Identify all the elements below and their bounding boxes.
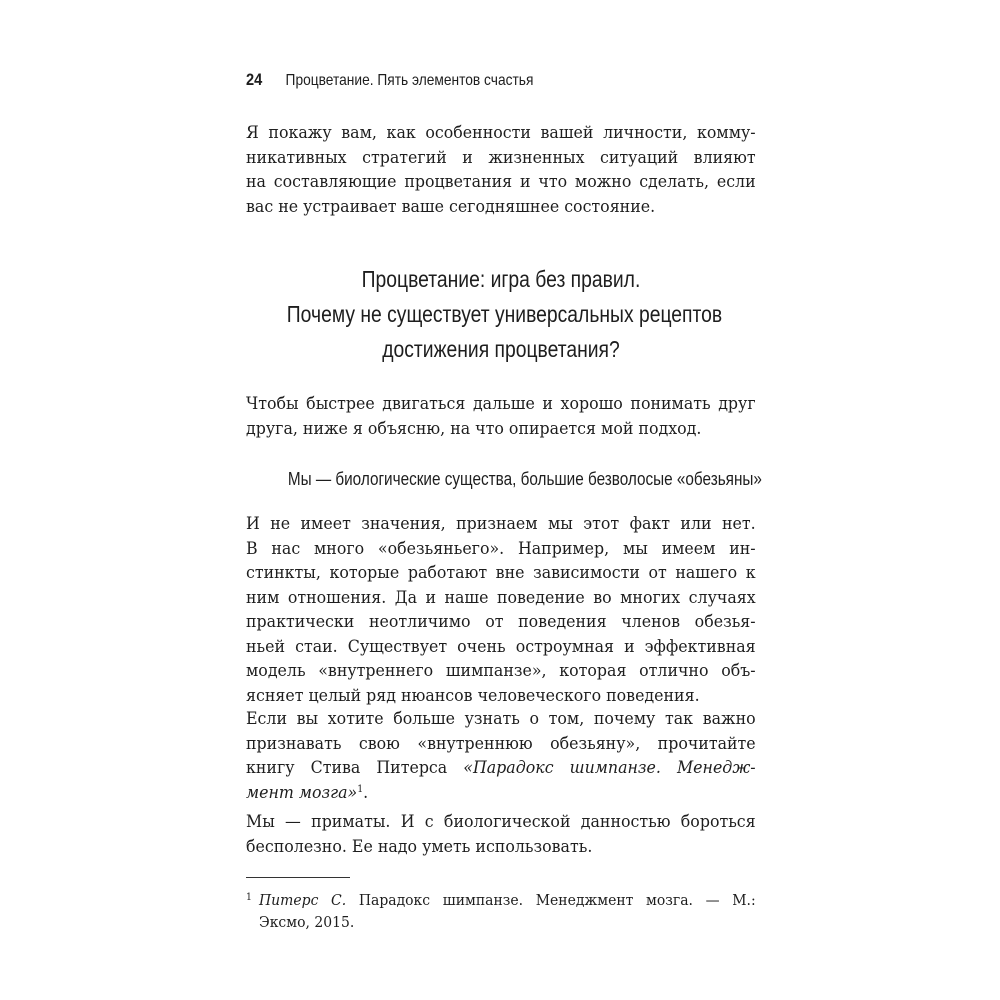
text-line: друга, ниже я объясню, на что опирается мой подход. xyxy=(246,418,702,439)
paragraph-1 xyxy=(246,512,756,708)
intro-paragraph xyxy=(246,121,756,219)
book-title-italic: мент мозга» xyxy=(246,782,358,803)
running-head xyxy=(246,70,685,94)
subheading-text: Мы — биологические существа, большие безволосые «обезьяны» xyxy=(287,469,762,489)
text-line: стинкты, которые работают вне зависимости от нашего к xyxy=(246,563,756,583)
text-line: практически неотличимо от поведения членов обезья- xyxy=(246,612,756,632)
heading-line: Процветание: игра без правил. xyxy=(361,266,641,292)
text-line: И не имеет значения, признаем мы этот факт или нет. xyxy=(246,514,756,534)
footnote-text: Парадокс шимпанзе. Менеджмент мозга. — М.: xyxy=(346,891,756,909)
footnote-mark: 1 xyxy=(246,892,252,903)
running-head-title: Процветание. Пять элементов счастья xyxy=(285,72,534,89)
subheading xyxy=(246,466,762,492)
text-line: бесполезно. Ее надо уметь использовать. xyxy=(246,836,593,857)
text-line: признавать свою «внутреннюю обезьяну», прочитайте xyxy=(246,733,756,754)
text-line: Мы — приматы. И с биологической данностью бороться xyxy=(246,812,756,832)
text-line: на составляющие процветания и что можно сделать, если xyxy=(246,172,756,192)
text-line: ясняет целый ряд нюансов человеческого поведения. xyxy=(246,685,700,706)
paragraph-2 xyxy=(246,707,756,805)
text-line: ним отношения. Да и наше поведение во многих случаях xyxy=(246,587,756,608)
text-line xyxy=(246,781,756,806)
footnote xyxy=(246,887,756,933)
paragraph-3 xyxy=(246,810,756,859)
text-span: книгу Стива Питерса xyxy=(246,758,464,778)
text-span: . xyxy=(363,782,369,803)
footnote-reference[interactable]: 1 xyxy=(357,783,364,795)
footnote-line: Эксмо, 2015. xyxy=(259,913,355,931)
footnote-line xyxy=(246,887,756,911)
lead-paragraph xyxy=(246,392,756,441)
text-line: никативных стратегий и жизненных ситуаций влияют xyxy=(246,147,756,168)
text-line: ньей стаи. Существует очень остроумная и эффективная xyxy=(246,636,756,657)
text-line: Чтобы быстрее двигаться дальше и хорошо понимать друг xyxy=(246,394,756,414)
text-line: модель «внутреннего шимпанзе», которая отлично объ- xyxy=(246,661,756,681)
section-heading xyxy=(246,262,756,367)
heading-line: достижения процветания? xyxy=(382,336,620,362)
text-line: Я покажу вам, как особенности вашей личности, комму- xyxy=(246,123,756,143)
text-line: вас не устраивает ваше сегодняшнее состояние. xyxy=(246,196,656,217)
book-page xyxy=(246,0,762,1000)
footnote-author: Питерс С. xyxy=(259,891,347,909)
footnote-divider xyxy=(246,877,350,878)
page-number: 24 xyxy=(246,70,263,89)
heading-line: Почему не существует универсальных рецептов xyxy=(286,301,723,327)
text-line: Если вы хотите больше узнать о том, почему так важно xyxy=(246,709,756,729)
text-line: В нас много «обезьяньего». Например, мы имеем ин- xyxy=(246,538,756,559)
book-title-italic: «Парадокс шимпанзе. Менедж- xyxy=(463,758,756,778)
text-line xyxy=(246,756,756,781)
